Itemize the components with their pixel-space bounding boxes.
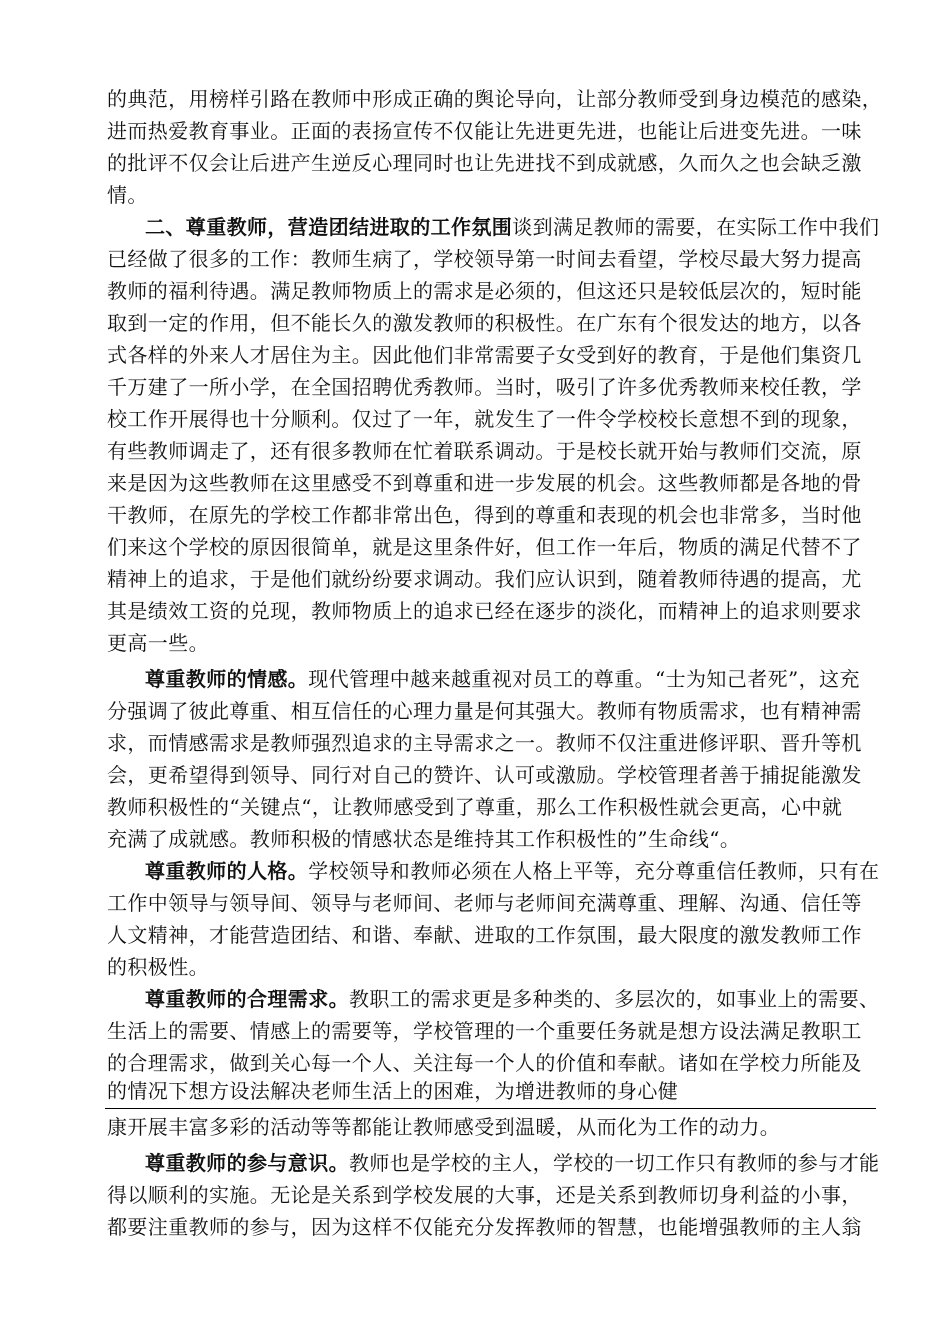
body-line: 的批评不仅会让后进产生逆反心理同时也让先进找不到成就感，久而久之也会缺乏激 [107, 151, 862, 175]
body-line: 情。 [107, 183, 148, 207]
body-line: 的合理需求，做到关心每一个人、关注每一个人的价值和奉献。诸如在学校力所能及 [107, 1051, 862, 1075]
body-line: 更高一些。 [107, 631, 209, 655]
paragraph-heading-line: 尊重教师的参与意识。教师也是学校的主人，学校的一切工作只有教师的参与才能 [145, 1151, 880, 1175]
body-line: 求，而情感需求是教师强烈追求的主导需求之一。教师不仅注重进修评职、晋升等机 [107, 731, 862, 755]
body-line: 的典范，用榜样引路在教师中形成正确的舆论导向，让部分教师受到身边模范的感染， [107, 87, 883, 111]
body-line: 工作中领导与领导间、领导与老师间、老师与老师间充满尊重、理解、沟通、信任等 [107, 891, 862, 915]
section-heading-line: 二、尊重教师，营造团结进取的工作氛围谈到满足教师的需要，在实际工作中我们 [145, 215, 880, 239]
body-line: 千万建了一所小学，在全国招聘优秀教师。当时，吸引了许多优秀教师来校任教，学 [107, 375, 862, 399]
body-line: 取到一定的作用，但不能长久的激发教师的积极性。在广东有个很发达的地方，以各 [107, 311, 862, 335]
body-line: 有些教师调走了，还有很多教师在忙着联系调动。于是校长就开始与教师们交流，原 [107, 439, 862, 463]
paragraph-heading-line: 尊重教师的情感。现代管理中越来越重视对员工的尊重。“士为知己者死”，这充 [145, 667, 860, 691]
paragraph-heading-line: 尊重教师的人格。学校领导和教师必须在人格上平等，充分尊重信任教师，只有在 [145, 859, 880, 883]
body-line: 会，更希望得到领导、同行对自己的赞许、认可或激励。学校管理者善于捕捉能激发 [107, 763, 862, 787]
paragraph-heading: 尊重教师的参与意识。 [145, 1151, 349, 1175]
paragraph-heading: 尊重教师的合理需求。 [145, 987, 349, 1011]
body-line: 来是因为这些教师在这里感受不到尊重和进一步发展的机会。这些教师都是各地的骨 [107, 471, 862, 495]
body-line: 进而热爱教育事业。正面的表扬宣传不仅能让先进更先进，也能让后进变先进。一味 [107, 119, 862, 143]
body-line: 教师积极性的“关键点“，让教师感受到了尊重，那么工作积极性就会更高，心中就 [107, 795, 843, 819]
body-line: 其是绩效工资的兑现，教师物质上的追求已经在逐步的淡化，而精神上的追求则要求 [107, 599, 862, 623]
body-line: 都要注重教师的参与，因为这样不仅能充分发挥教师的智慧，也能增强教师的主人翁 [107, 1215, 862, 1239]
body-line: 的积极性。 [107, 955, 209, 979]
body-line: 康开展丰富多彩的活动等等都能让教师感受到温暖，从而化为工作的动力。 [107, 1115, 781, 1139]
paragraph-heading: 尊重教师的情感。 [145, 667, 309, 691]
body-line: 充满了成就感。教师积极的情感状态是维持其工作积极性的”生命线“。 [107, 827, 741, 851]
paragraph-heading-line: 尊重教师的合理需求。教职工的需求更是多种类的、多层次的，如事业上的需要、 [145, 987, 880, 1011]
body-line: 干教师，在原先的学校工作都非常出色，得到的尊重和表现的机会也非常多，当时他 [107, 503, 862, 527]
body-line: 们来这个学校的原因很简单，就是这里条件好，但工作一年后，物质的满足代替不了 [107, 535, 862, 559]
paragraph-heading: 尊重教师的人格。 [145, 859, 309, 883]
body-line: 的情况下想方设法解决老师生活上的困难，为增进教师的身心健 [107, 1079, 679, 1103]
body-line: 得以顺利的实施。无论是关系到学校发展的大事，还是关系到教师切身利益的小事， [107, 1183, 862, 1207]
section-heading: 二、尊重教师，营造团结进取的工作氛围 [145, 215, 513, 239]
body-line: 已经做了很多的工作：教师生病了，学校领导第一时间去看望，学校尽最大努力提高 [107, 247, 862, 271]
body-line: 式各样的外来人才居住为主。因此他们非常需要子女受到好的教育，于是他们集资几 [107, 343, 862, 367]
body-line: 校工作开展得也十分顺利。仅过了一年，就发生了一件令学校校长意想不到的现象， [107, 407, 862, 431]
body-line: 教师的福利待遇。满足教师物质上的需求是必须的，但这还只是较低层次的，短时能 [107, 279, 862, 303]
body-line: 生活上的需要、情感上的需要等，学校管理的一个重要任务就是想方设法满足教职工 [107, 1019, 862, 1043]
body-line: 精神上的追求，于是他们就纷纷要求调动。我们应认识到，随着教师待遇的提高，尤 [107, 567, 862, 591]
horizontal-rule [105, 1108, 876, 1109]
body-line: 人文精神，才能营造团结、和谐、奉献、进取的工作氛围，最大限度的激发教师工作 [107, 923, 862, 947]
body-line: 分强调了彼此尊重、相互信任的心理力量是何其强大。教师有物质需求，也有精神需 [107, 699, 862, 723]
